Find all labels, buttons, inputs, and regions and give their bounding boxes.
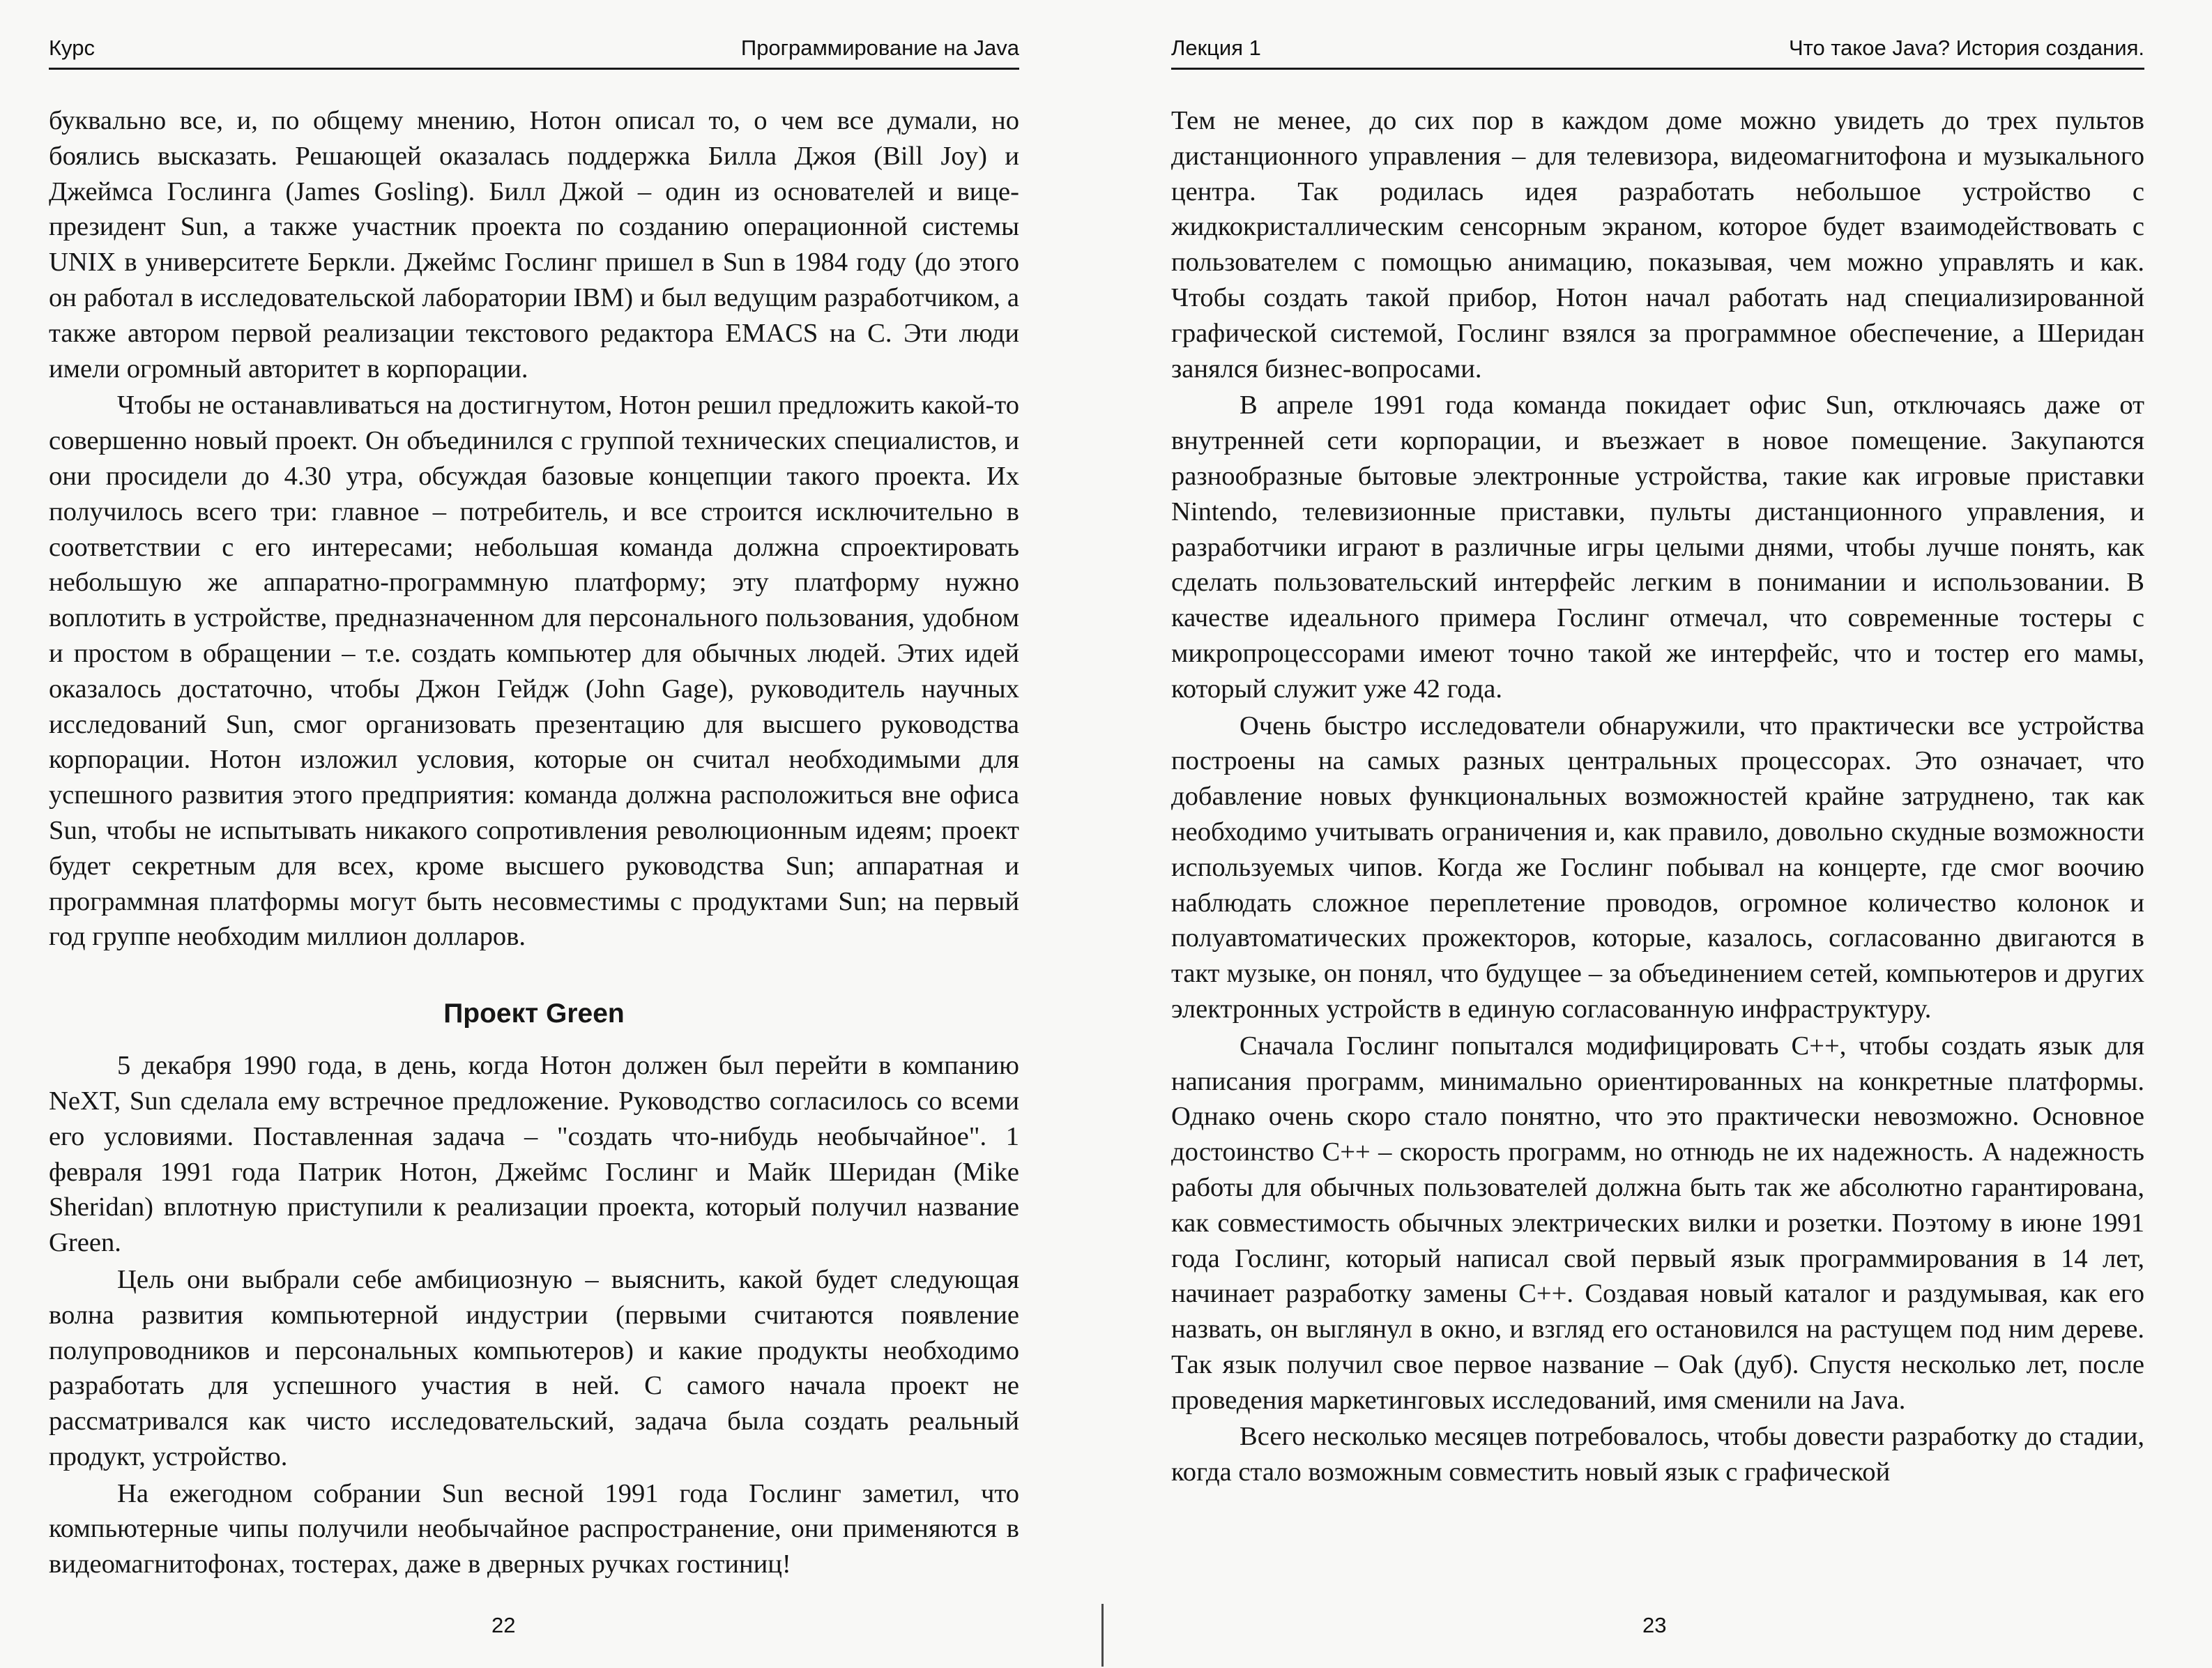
header-rule: [49, 68, 1019, 70]
paragraph: Цель они выбрали себе амбициозную – выяснить, какой будет следующая волна развития компьютерной индустрии (первыми считаются появление полупроводников и персональных компьютеров) и какие продукты необходимо разработать для успешного участия в ней. С самого начала проект не рассматривался как чисто исследовательский, задача была создать реальный продукт, устройство.: [49, 1264, 1019, 1471]
header-lecture-label: Лекция 1: [1171, 36, 1261, 60]
paragraph: Очень быстро исследователи обнаружили, что практически все устройства построены на самых разных центральных процессорах. Это означает, что добавление новых функциональных возможностей крайне затруднено, так как необходимо учитывать ограничения и, как правило, довольно скудные возможности используемых чипов. Когда же Гослинг побывал на концерте, где смог воочию наблюдать сложное переплетение проводов, огромное количество колонок и полуавтоматических прожекторов, которые, казалось, согласованно двигаются в такт музыке, он понял, что будущее – за объединением сетей, компьютеров и других электронных устройств в единую согласованную инфраструктуру.: [1171, 711, 2144, 1024]
header-chapter-title: Что такое Java? История создания.: [1788, 36, 2144, 60]
paragraph: В апреле 1991 года команда покидает офис Sun, отключаясь даже от внутренней сети корпорации, и въезжает в новое помещение. Закупаются разнообразные бытовые электронные устройства, такие как игровые приставки Nintendo, телевизионные приставки, пульты дистанционного управления, и разработчики играют в различные игры целыми днями, чтобы лучше понять, как сделать пользовательский интерфейс легким в понимании и использовании. В качестве идеального примера Гослинг отмечал, что современные тостеры с микропроцессорами имеют точно такой же интерфейс, что и тостер его мамы, который служит уже 42 года.: [1171, 391, 2144, 704]
paragraph: Сначала Гослинг попытался модифицировать С++, чтобы создать язык для написания программ, минимально ориентированных на конкретные платформы. Однако очень скоро стало понятно, что это практически невозможно. Основное достоинство С++ – скорость программ, но отнюдь не их надежность. А надежность работы для обычных пользователей должна быть так же абсолютно гарантирована, как совместимость обычных электрических вилки и розетки. Поэтому в июне 1991 года Гослинг, который написал свой первый язык программирования в 14 лет, начинает разработку замены С++. Создавая новый каталог и раздумывая, как его назвать, он выглянул в окно, и взгляд его остановился на растущем под ним дереве. Так язык получил свое первое название – Oak (дуб). Спустя несколько лет, после проведения маркетинговых исследований, имя сменили на Java.: [1171, 1031, 2144, 1415]
left-page-header: [49, 31, 1019, 66]
paragraph: На ежегодном собрании Sun весной 1991 года Гослинг заметил, что компьютерные чипы получили необычайное распространение, они применяются в видеомагнитофонах, тостерах, даже в дверных ручках гостиниц!: [49, 1478, 1019, 1579]
paragraph: 5 декабря 1990 года, в день, когда Нотон должен был перейти в компанию NeXT, Sun сделала ему встречное предложение. Руководство согласилось со всеми его условиями. Поставленная задача – "создать что-нибудь необычайное". 1 февраля 1991 года Патрик Нотон, Джеймс Гослинг и Майк Шеридан (Mike Sheridan) вплотную приступили к реализации проекта, который получил название Green.: [49, 1051, 1019, 1258]
right-page-body: [1171, 103, 2144, 1490]
left-page-body: [49, 103, 1019, 1582]
page-number: 23: [1642, 1613, 1667, 1637]
header-rule: [1171, 68, 2144, 70]
right-page: [1106, 0, 2212, 1668]
paragraph: Всего несколько месяцев потребовалось, чтобы довести разработку до стадии, когда стало возможным совместить новый язык с графической: [1171, 1422, 2144, 1487]
paragraph: буквально все, и, по общему мнению, Нотон описал то, о чем все думали, но боялись высказать. Решающей оказалась поддержка Билла Джоя (Bill Joy) и Джеймса Гослинга (James Gosling). Билл Джой – один из основателей и вице-президент Sun, а также участник проекта по созданию операционной системы UNIX в университете Беркли. Джеймс Гослинг пришел в Sun в 1984 году (до этого он работал в исследовательской лаборатории IBM) и был ведущим разработчиком, а также автором первой реализации текстового редактора EMACS на С. Эти люди имели огромный авторитет в корпорации.: [49, 106, 1019, 384]
right-page-header: [1171, 31, 2144, 66]
page-number: 22: [491, 1613, 516, 1637]
paragraph: Чтобы не останавливаться на достигнутом, Нотон решил предложить какой-то совершенно новый проект. Он объединился с группой технических специалистов, и они просидели до 4.30 утра, обсуждая базовые концепции такого проекта. Их получилось всего три: главное – потребитель, и все строится исключительно в соответствии с его интересами; небольшая команда должна спроектировать небольшую же аппаратно-программную платформу; эту платформу нужно воплотить в устройстве, предназначенном для персонального пользования, удобном и простом в обращении – т.е. создать компьютер для обычных людей. Этих идей оказалось достаточно, чтобы Джон Гейдж (John Gage), руководитель научных исследований Sun, смог организовать презентацию для высшего руководства корпорации. Нотон изложил условия, которые он считал необходимыми для успешного развития этого предприятия: команда должна расположиться вне офиса Sun, чтобы не испытывать никакого сопротивления революционным идеям; проект будет секретным для всех, кроме высшего руководства Sun; аппаратная и программная платформы могут быть несовместимы с продуктами Sun; на первый год группе необходим миллион долларов.: [49, 391, 1019, 952]
header-course-title: Программирование на Java: [740, 36, 1019, 60]
section-title: Проект Green: [443, 999, 625, 1029]
header-course-label: Курс: [49, 36, 95, 60]
paragraph: Тем не менее, до сих пор в каждом доме можно увидеть до трех пультов дистанционного управления – для телевизора, видеомагнитофона и музыкального центра. Так родилась идея разработать небольшое устройство с жидкокристаллическим сенсорным экраном, которое будет взаимодействовать с пользователем с помощью анимацию, показывая, чем можно управлять и как. Чтобы создать такой прибор, Нотон начал работать над специализированной графической системой, Гослинг взялся за программное обеспечение, а Шеридан занялся бизнес-вопросами.: [1171, 106, 2144, 384]
book-spine: [1101, 1604, 1104, 1667]
